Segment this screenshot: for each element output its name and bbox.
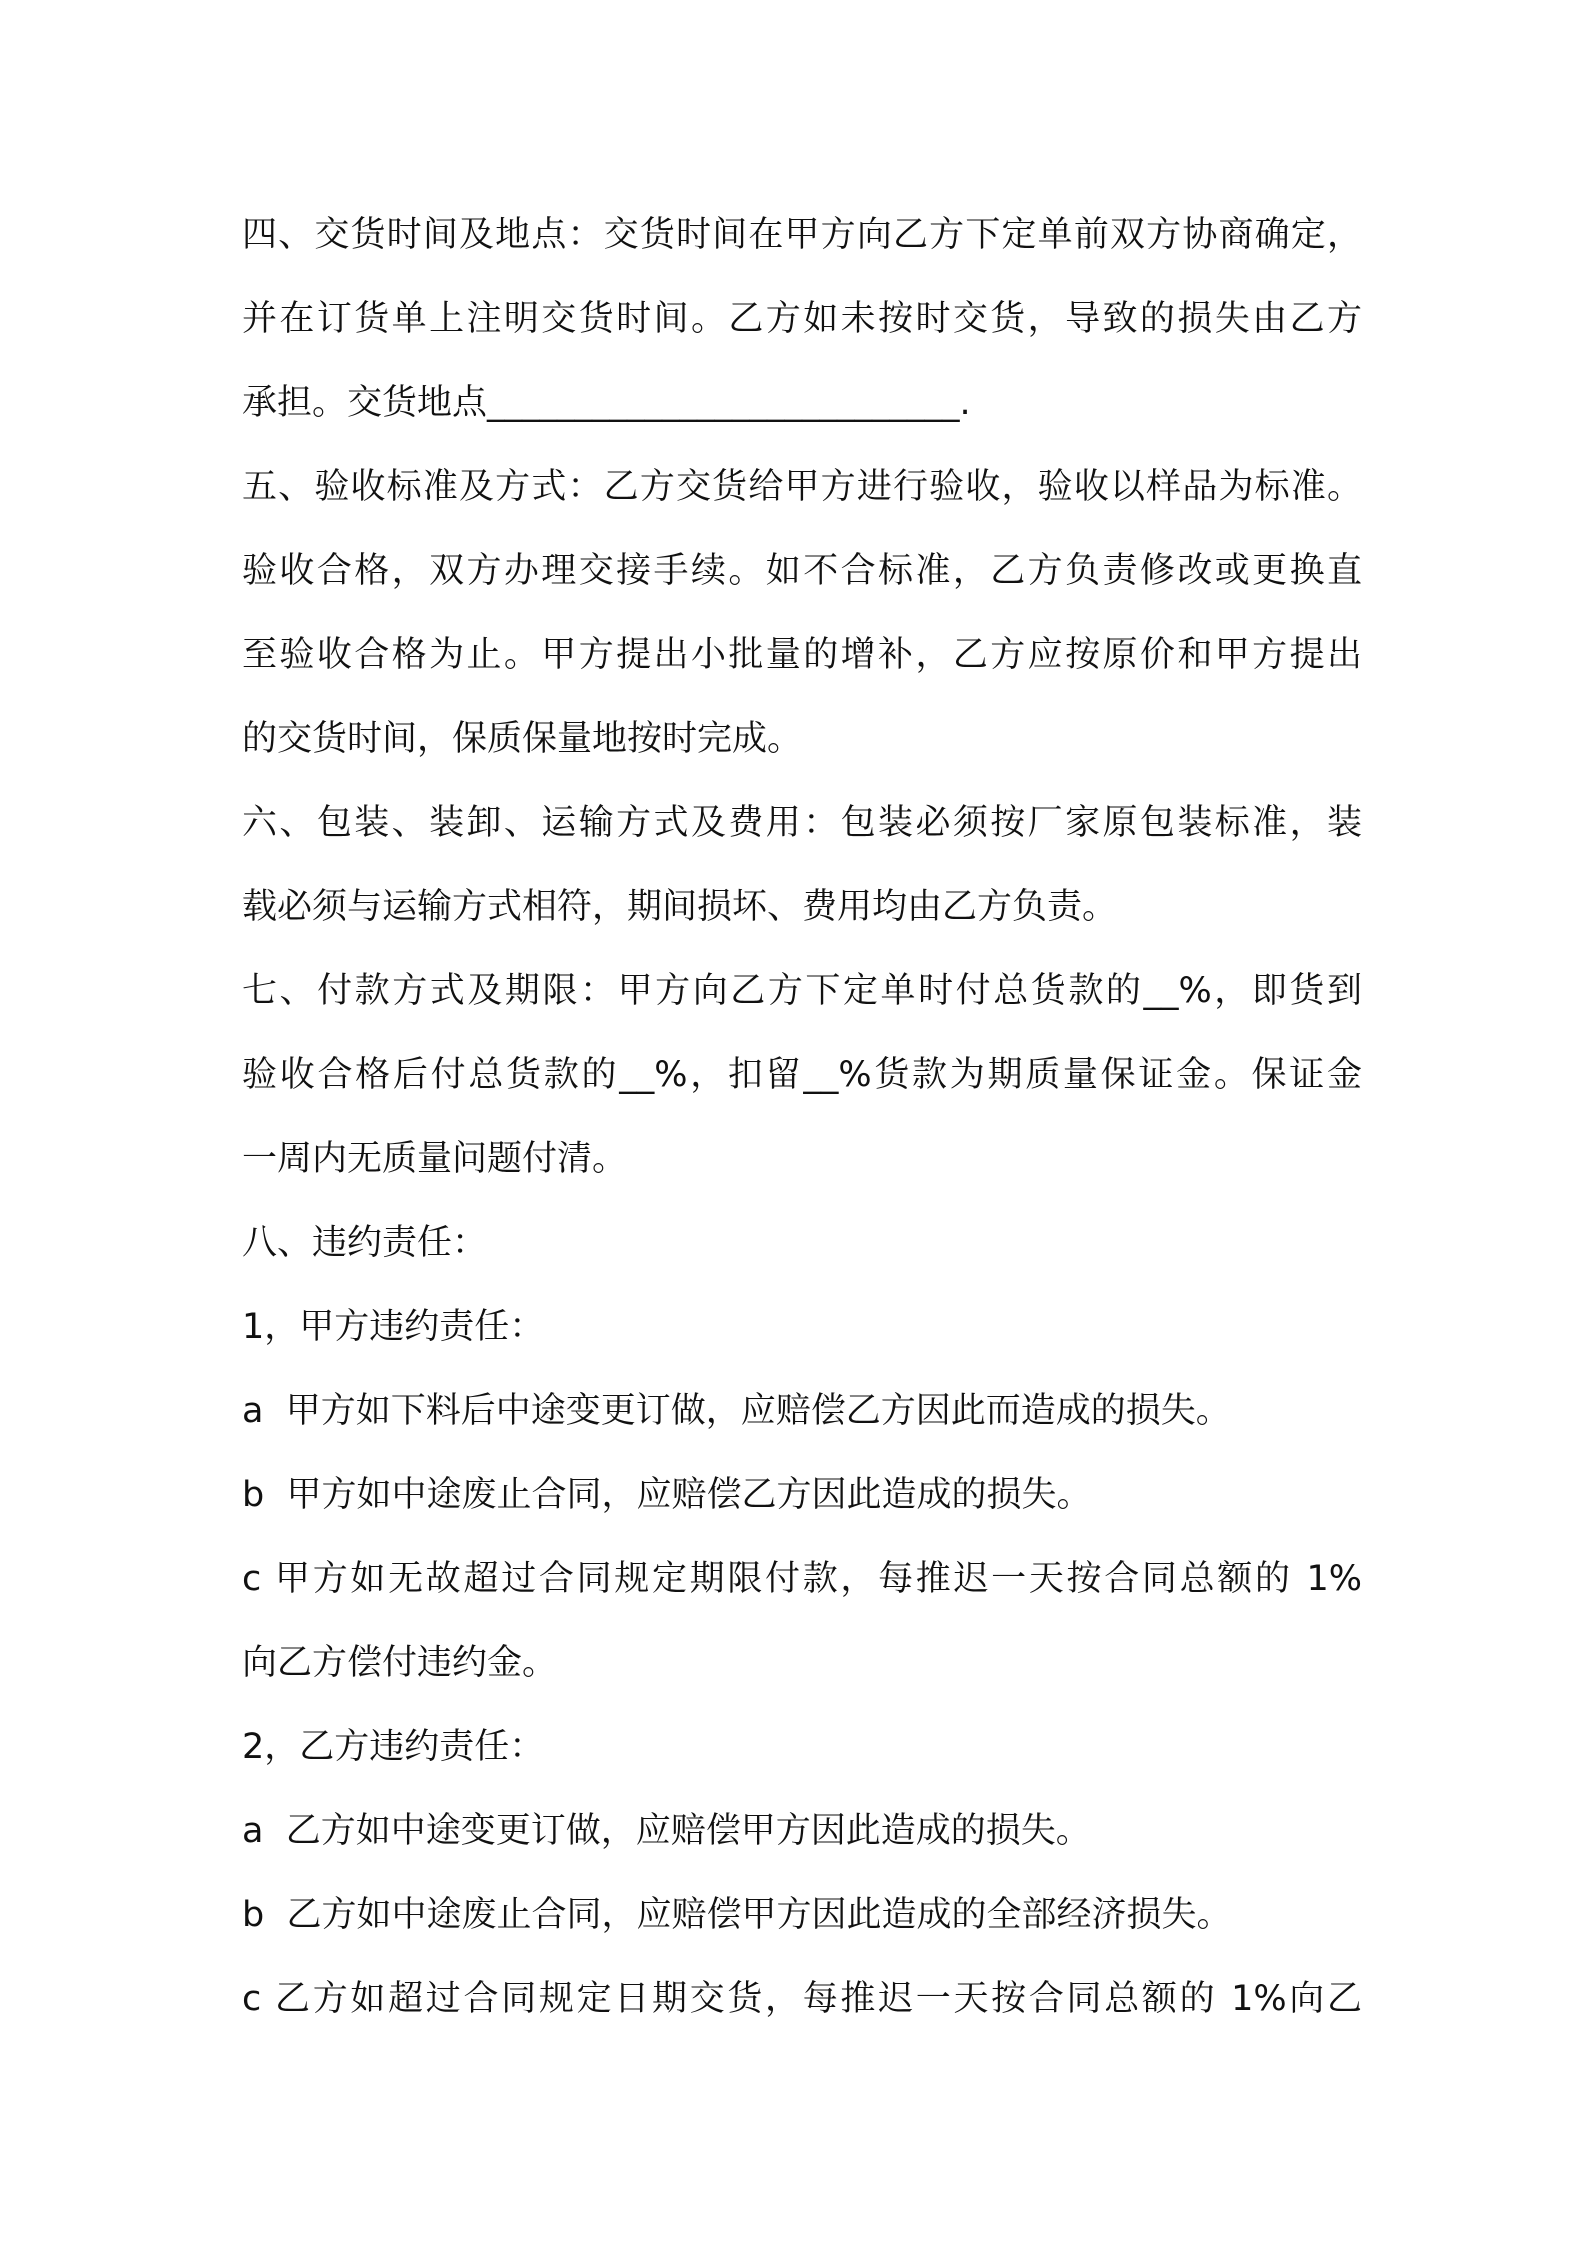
text-line: c 甲方如无故超过合同规定期限付款，每推迟一天按合同总额的 1% — [242, 1559, 1362, 1599]
text-line: 六、包装、装卸、运输方式及费用：包装必须按厂家原包装标准，装 — [242, 803, 1362, 843]
text-line: 并在订货单上注明交货时间。乙方如未按时交货，导致的损失由乙方 — [242, 299, 1362, 339]
text-line: a 乙方如中途变更订做，应赔偿甲方因此造成的损失。 — [242, 1811, 1091, 1851]
text-line: 至验收合格为止。甲方提出小批量的增补，乙方应按原价和甲方提出 — [242, 635, 1362, 675]
text-line: c 乙方如超过合同规定日期交货，每推迟一天按合同总额的 1%向乙 — [242, 1979, 1362, 2019]
text-line: 验收合格，双方办理交接手续。如不合标准，乙方负责修改或更换直 — [242, 551, 1362, 591]
text-line: 向乙方偿付违约金。 — [242, 1643, 558, 1683]
text-line: 五、验收标准及方式：乙方交货给甲方进行验收，验收以样品为标准。 — [242, 467, 1362, 507]
text-line: 2，乙方违约责任： — [242, 1727, 545, 1767]
contract-text — [242, 193, 1362, 2041]
text-line: b 甲方如中途废止合同，应赔偿乙方因此造成的损失。 — [242, 1475, 1092, 1515]
text-line: 验收合格后付总货款的__%，扣留__%货款为期质量保证金。保证金 — [242, 1055, 1362, 1095]
text-line: b 乙方如中途废止合同，应赔偿甲方因此造成的全部经济损失。 — [242, 1895, 1232, 1935]
text-line: 四、交货时间及地点：交货时间在甲方向乙方下定单前双方协商确定， — [242, 215, 1362, 255]
text-line: a 甲方如下料后中途变更订做，应赔偿乙方因此而造成的损失。 — [242, 1391, 1231, 1431]
text-line: 1，甲方违约责任： — [242, 1307, 545, 1347]
text-line: 承担。交货地点___________________________. — [242, 383, 971, 423]
text-line: 八、违约责任： — [242, 1223, 488, 1263]
text-line: 一周内无质量问题付清。 — [242, 1139, 628, 1179]
text-line: 载必须与运输方式相符，期间损坏、费用均由乙方负责。 — [242, 887, 1118, 927]
text-line: 的交货时间，保质保量地按时完成。 — [242, 719, 803, 759]
text-line: 七、付款方式及期限：甲方向乙方下定单时付总货款的__%，即货到 — [242, 971, 1362, 1011]
